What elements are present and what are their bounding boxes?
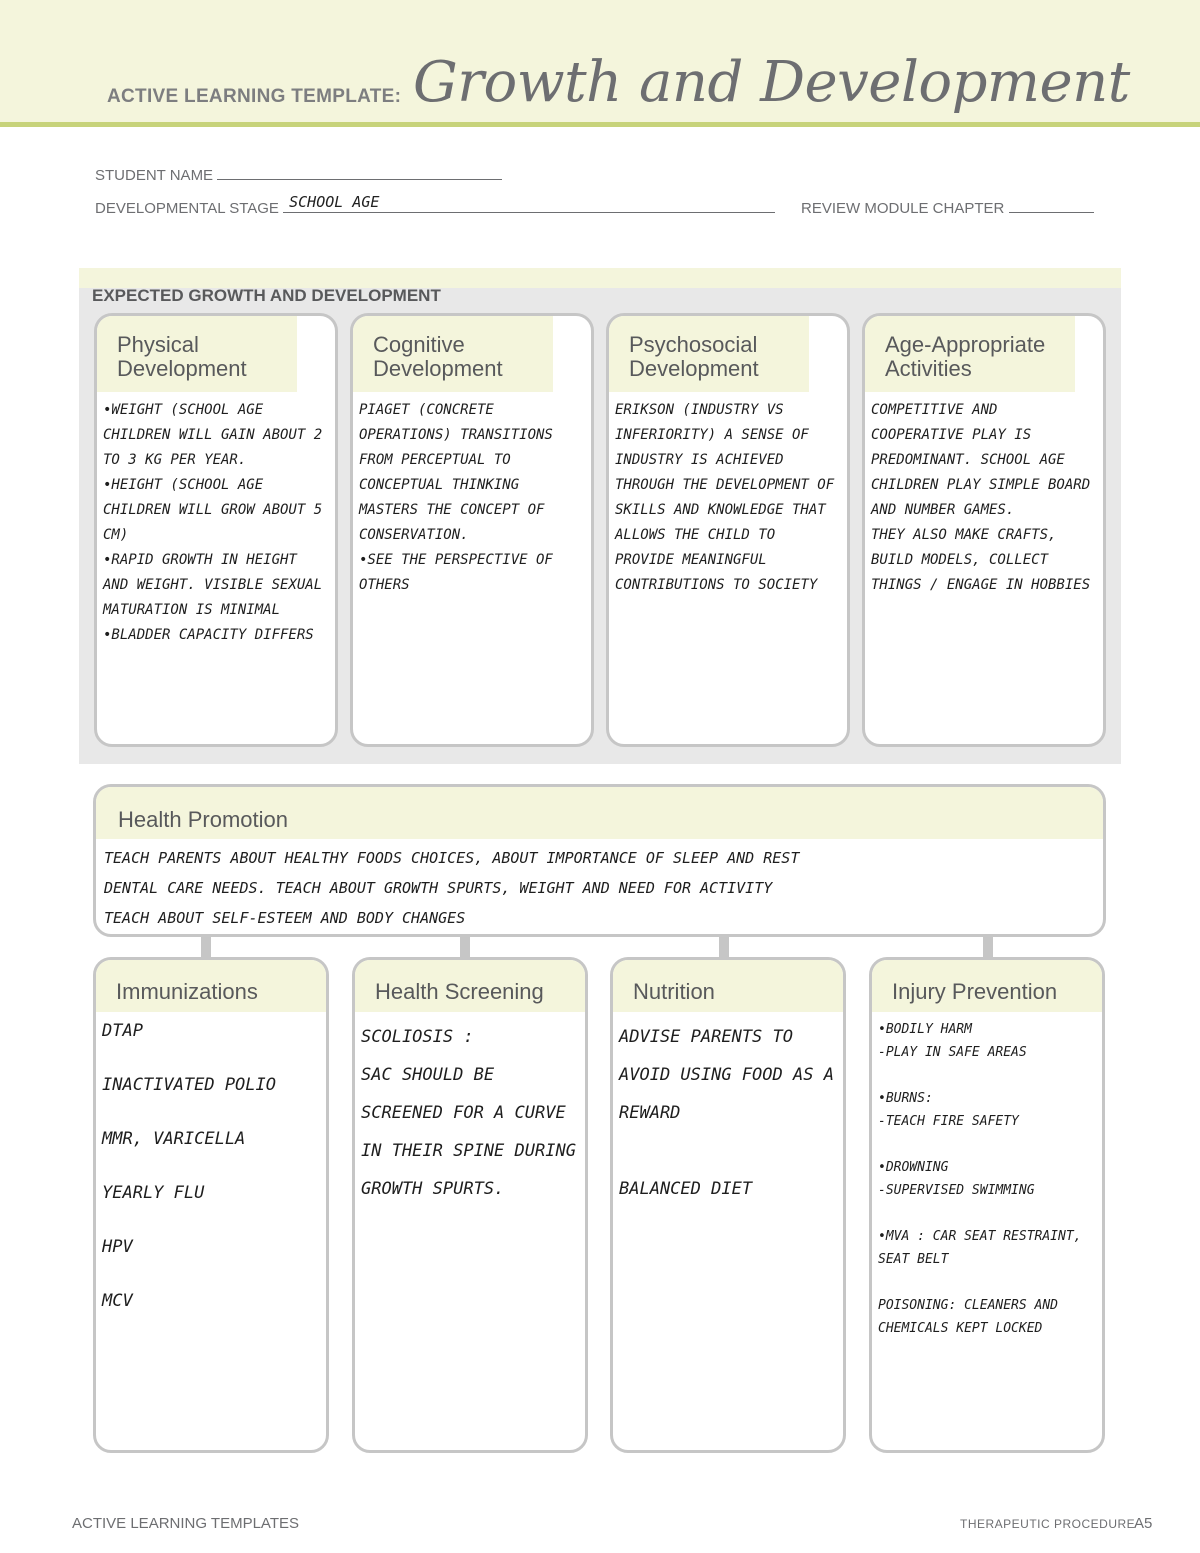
injury-prevention-card [869,957,1105,1453]
card-body[interactable]: DTAP INACTIVATED POLIO MMR, VARICELLA YEARLY FLU HPV MCV [102,1021,276,1311]
nutrition-card [610,957,846,1453]
health-screening-card [352,957,588,1453]
connector [983,937,993,957]
card-title: Age-Appropriate Activities [865,316,1075,392]
connector [201,937,211,957]
health-promotion-box [93,784,1106,937]
card-title: Cognitive Development [353,316,553,392]
developmental-stage-value: SCHOOL AGE [289,193,380,211]
developmental-stage-label: DEVELOPMENTAL STAGE [95,200,279,217]
card-body[interactable]: ADVISE PARENTS TO AVOID USING FOOD AS A REWARD BALANCED DIET [619,1027,834,1199]
cognitive-development-card [350,313,594,747]
expected-growth-label: EXPECTED GROWTH AND DEVELOPMENT [92,286,441,305]
review-module-field[interactable] [801,198,1094,217]
footer-right: THERAPEUTIC PROCEDURE [960,1517,1136,1531]
student-name-label: STUDENT NAME [95,167,214,184]
card-body[interactable]: ERIKSON (INDUSTRY VS INFERIORITY) A SENSE OF INDUSTRY IS ACHIEVED THROUGH THE DEVELOPMENT OF SKILLS AND KNOWLEDGE THAT ALLOWS THE CHILD TO PROVIDE MEANINGFUL CONTRIBUTIONS TO SOCIETY [615,402,835,593]
card-title: Injury Prevention [872,960,1102,1012]
review-module-label: REVIEW MODULE CHAPTER [801,200,1005,217]
card-body[interactable]: SCOLIOSIS : SAC SHOULD BE SCREENED FOR A CURVE IN THEIR SPINE DURING GROWTH SPURTS. [361,1027,576,1199]
card-body[interactable]: •WEIGHT (SCHOOL AGE CHILDREN WILL GAIN ABOUT 2 TO 3 KG PER YEAR. •HEIGHT (SCHOOL AGE CHILDREN WILL GROW ABOUT 5 CM) •RAPID GROWTH IN HEIGHT AND WEIGHT. VISIBLE SEXUAL MATURATION IS MINIMAL •BLADDER CAPACITY DIFFERS [103,402,323,643]
student-name-field[interactable] [95,165,502,184]
card-title: Psychosocial Development [609,316,809,392]
psychosocial-development-card [606,313,850,747]
header-accent-line [0,122,1200,127]
card-body[interactable]: •BODILY HARM -PLAY IN SAFE AREAS •BURNS: -TEACH FIRE SAFETY •DROWNING -SUPERVISED SWIMMING •MVA : CAR SEAT RESTRAINT, SEAT BELT POISONING: CLEANERS AND CHEMICALS KEPT LOCKED [878,1022,1082,1336]
card-body[interactable]: COMPETITIVE AND COOPERATIVE PLAY IS PREDOMINANT. SCHOOL AGE CHILDREN PLAY SIMPLE BOARD AND NUMBER GAMES. THEY ALSO MAKE CRAFTS, BUILD MODELS, COLLECT THINGS / ENGAGE IN HOBBIES [871,402,1091,593]
age-appropriate-activities-card [862,313,1106,747]
footer-left: ACTIVE LEARNING TEMPLATES [72,1515,299,1532]
health-promotion-body[interactable]: TEACH PARENTS ABOUT HEALTHY FOODS CHOICES, ABOUT IMPORTANCE OF SLEEP AND REST DENTAL CARE NEEDS. TEACH ABOUT GROWTH SPURTS, WEIGHT AND NEED FOR ACTIVITY TEACH ABOUT SELF-ESTEEM AND BODY CHANGES [104,849,800,927]
page-number: A5 [1134,1515,1153,1532]
card-title: Nutrition [613,960,843,1012]
connector [460,937,470,957]
physical-development-card [94,313,338,747]
page-title: Growth and Development [413,50,1130,115]
card-title: Immunizations [96,960,326,1012]
immunizations-card [93,957,329,1453]
card-title: Physical Development [97,316,297,392]
connector [719,937,729,957]
health-promotion-title: Health Promotion [96,787,1103,839]
card-body[interactable]: PIAGET (CONCRETE OPERATIONS) TRANSITIONS FROM PERCEPTUAL TO CONCEPTUAL THINKING MASTERS THE CONCEPT OF CONSERVATION. •SEE THE PERSPECTIVE OF OTHERS [359,402,553,593]
template-label: ACTIVE LEARNING TEMPLATE: [107,86,402,107]
developmental-stage-field[interactable] [95,193,775,217]
card-title: Health Screening [355,960,585,1012]
